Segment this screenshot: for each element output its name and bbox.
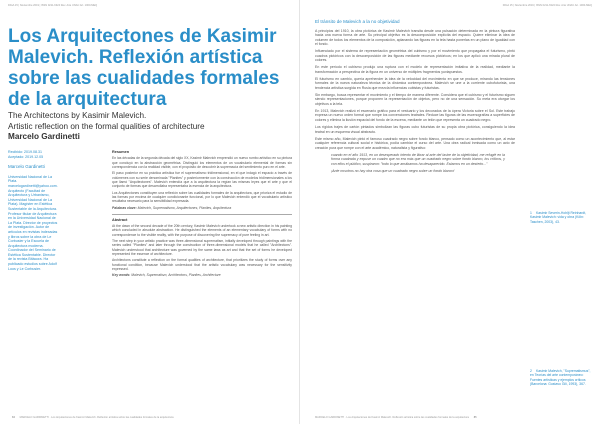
section-heading: El tránsito de Malevich a la no objetividad — [315, 19, 400, 24]
resumen-paragraph: El paso posterior en su práctica artística fue el suprematismo tridimensional, en el que indagó el espacio a través de volúmenes con su serie denominada "Planites" y posteriormente con la construcción de modelos tridimensionales a los que llamó "Arquitectones". Malevich entendía que a la arquitectura la regían las mismas leyes que el arte y que el conjunto de formas que desarrollaba representaba la esencia de la arquitectura. — [112, 171, 292, 189]
accepted-date: Aceptado: 2019.12.05 — [8, 154, 44, 159]
footnote-number: 2 — [530, 369, 532, 373]
abstract-paragraph: Architectons constitute a reflection on the formal qualities of architecture, that prioritizes the study of forms over any functional condition, because Malevich understood that the artistic vocabulary was necessary for the sensitivity expressed. — [112, 258, 292, 272]
palabras-clave-text: Malevich, Suprematismo, Arquitectones, Planites, Arquitectura — [137, 205, 232, 210]
page-number: 85 — [473, 416, 477, 419]
keywords — [112, 273, 292, 277]
right-page — [300, 0, 600, 424]
page-footer — [8, 416, 174, 419]
author-name-blue: Marcelo Gardinetti — [8, 164, 45, 170]
running-head: DIGA 15 | Noviembre 2019 | ISSN 0211-6324 Rev. Arte UNAC Art. 1000-MEQ — [8, 4, 98, 7]
body-paragraph: En 1913, Malevich realizó el escenario gráfico para el vestuario y los decorados de la ópera Victoria sobre el Sol. Este trabajo expresa un nuevo orden formal que rompe los convenciones teatrales. Reduce las figuras de las escenografías a superficies de colores y elimina la ilusión espacial del fondo de la escena, mediante un telón que representa un cuadrado negro. — [315, 108, 515, 122]
body-paragraph: En este período el cubismo produjo una ruptura con el modelo de representación imitativa de la realidad, mediante la transformación a perspectiva de la figura en un universo de múltiples fragmentos yuxtapuestos. — [315, 65, 515, 74]
footnote-text: Kasimir Severin-Hohljt Reinhardt, Kasimir Malevich: vida y obra (Köln: Taschen, 2003), 43. — [530, 211, 587, 224]
body-paragraph: Los rígidos trajes de cartón pintados simbolizan las figuras cubo futuristas de su propia obra pictórica, consiguiendo la idea teatral en un esquema visual abstracto. — [315, 125, 515, 134]
footer-text: MARCELO GARDINETTI · Los Arquitectones de Kasimir Malevich. Reflexión artística sobre las cualidades formales de la arquitectura — [19, 416, 174, 419]
received-date: Recibido: 2019.08.31 — [8, 150, 42, 154]
body-paragraph: Sin embargo, busca representar el movimiento y el tiempo de manera diferente. Considera que el cubismo y el futurismo siguen siendo representaciones, porque proponen la representación de objetos, pero no de una sensación. Su meta era otorgar los objetivos a la tela. — [315, 92, 515, 106]
body-paragraph: A principios del 1910, la obra pictórica de Kasimir Malevich transita desde una pulsación determinada en la pintura figurativa hacia una nueva forma de arte. Su principal objetivo es la descomposición explícita del espacio. Quiere eliminar la idea de volumen de todos los elementos de la composición, aplanando las figuras en la tela hasta ponerlas en un plano de igualdad con el fondo. — [315, 28, 515, 46]
keywords-text: Malevich, Suprematism, Architectons, Planites, Architecture — [131, 273, 221, 278]
block-quote: cuando en el año 1913, en un desesperado intento de librar al arte del lastre de la objetividad, me refugié en la forma cuadrada y expuse un cuadro que no era más que un cuadrado negro sobre fondo blanco, los críticos, y con ellos el público, suspiraron: "todo lo que amábamos ha desaparecido. Estamos en un desierto..." — [331, 152, 505, 166]
divider — [112, 214, 292, 215]
author-name: Marcelo Gardinetti — [8, 132, 80, 141]
author-affiliation: Universidad Nacional de La Plata. marcelogardinetti@yahoo.com. Arquitecto (Facultad de Arquitectura y Urbanismo, Universidad Nacional de La Plata). Magíster en Estética Sustentable de la Arquitectura. Profesor titular de Arquitectura en la Universidad Nacional de La Plata. Director de proyectos de investigación. Autor de artículos en revistas indexadas y libros sobre la obra de Le Corbusier y la Escuela de Arquitectura moderna. Coordinador del Seminario de Estética Sustentable. Director de la revista Bitácora. Ha publicado estudios sobre Adolf Loos y Le Corbusier. — [8, 174, 58, 271]
author-info-column — [8, 150, 60, 271]
english-title-line2: Artistic reflection on the formal qualities of architecture — [8, 121, 205, 131]
running-head: DIGA 15 | Noviembre 2019 | ISSN 0211-6324 Rev. Arte UNAC Art. 1000-MEQ — [502, 4, 592, 7]
palabras-clave — [112, 206, 292, 210]
resumen-heading: Resumen — [112, 150, 130, 154]
body-paragraph: El futurismo en cambio, quería aprehender la idea de la velocidad del movimiento en que se produce, mirando las tensiones formales de la nueva naturaleza técnica de la dinámica contemporánea. Malevich se une a la corriente cubofuturista, una tendencia artística surgida en Rusia que mezcla influencias cubistas y futuristas. — [315, 76, 515, 90]
resumen-paragraph: En las décadas de la segunda década del siglo XX, Kasimir Malevich emprendió un nuevo rumbo artístico en su pintura que concluyó en la abstracción geométrica. Distinguió los elementos de un vocabulario elemental de formas sin correspondencia con la realidad visible, con el propósito de descubrir la supremacía del sentimiento puro en el arte. — [112, 156, 292, 170]
footnote-1 — [530, 211, 592, 224]
english-title-line1: The Architectons by Kasimir Malevich. — [8, 111, 147, 120]
footnote-number: 1 — [530, 211, 532, 215]
body-paragraph: Influenciado por el sistema de representación geométrica del cubismo y por el movimiento que propagaba el futurismo, pintó cuadros pictóricos con la descomposición de las figuras mediante recursos pictóricos; en los que aplicó una mirada plural de colores. — [315, 49, 515, 63]
abstract-column — [112, 150, 292, 278]
body-paragraph: Este mismo año, Malevich pintó el famoso cuadrado negro sobre fondo blanco, pensado como un acontecimiento que, al estar cualquier referencia cultural social e histórica, podía cambiar el curso del arte. Una obra radical inmisada como un acto de creación pura que rompe con el arte académico, naturalista y figurativo: — [315, 136, 515, 150]
dates-block — [8, 150, 60, 159]
footnote-text: Kasimir Malevich, "Suprematismus", en Teorías del arte contemporáneo: Fuentes artísticas y ejemplos críticos (Barcelona: Gustavo Gili, 1993), 367. — [530, 369, 591, 387]
keywords-label: Key words: — [112, 273, 131, 278]
footnote-2 — [530, 369, 592, 387]
palabras-clave-label: Palabras clave: — [112, 205, 137, 210]
resumen-paragraph: Los Arquitectones constituyen una reflexión sobre las cualidades formales de la arquitectura, que prioriza el estudio de las formas por encima de cualquier condicionante funcional, por lo que Malevich entendió que el vocabulario artístico resultaba necesario para la sensibilidad expresada. — [112, 190, 292, 204]
block-quote: ¡Ante nosotros no hay otra cosa que un cuadrado negro sobre un fondo blanco! — [331, 168, 455, 173]
page-number: 84 — [12, 416, 15, 419]
footer-text: MARCELO GARDINETTI · Los Arquitectones de Kasimir Malevich. Reflexión artística sobre las cualidades formales de la arquitectura — [315, 416, 469, 419]
english-title — [8, 111, 293, 132]
page-footer — [315, 416, 481, 419]
abstract-heading: Abstract — [112, 217, 128, 222]
abstract-paragraph: At the dawn of the second decade of the 20th century, Kasimir Malevich undertook a new artistic direction in his painting which concluded in absolute abstraction. He distinguished the elements of an elementary vocabulary of forms with no correspondence to the visible reality, with the purpose of discovering the supremacy of pure feeling in art. — [112, 223, 292, 237]
abstract-paragraph: The next step in your artistic practice was three-dimensional suprematism, initially developed through paintings with the series called "Planites" and later through the construction of three-dimensional models that he called "Architectons". Malevich understood that architecture was governed by the same laws as art and that the set of forms he developed represented the essence of architecture. — [112, 239, 292, 257]
article-title: Los Arquitectones de Kasimir Malevich. Reflexión artística sobre las cualidades formales de la arquitectura — [8, 26, 280, 110]
body-column — [315, 20, 515, 176]
